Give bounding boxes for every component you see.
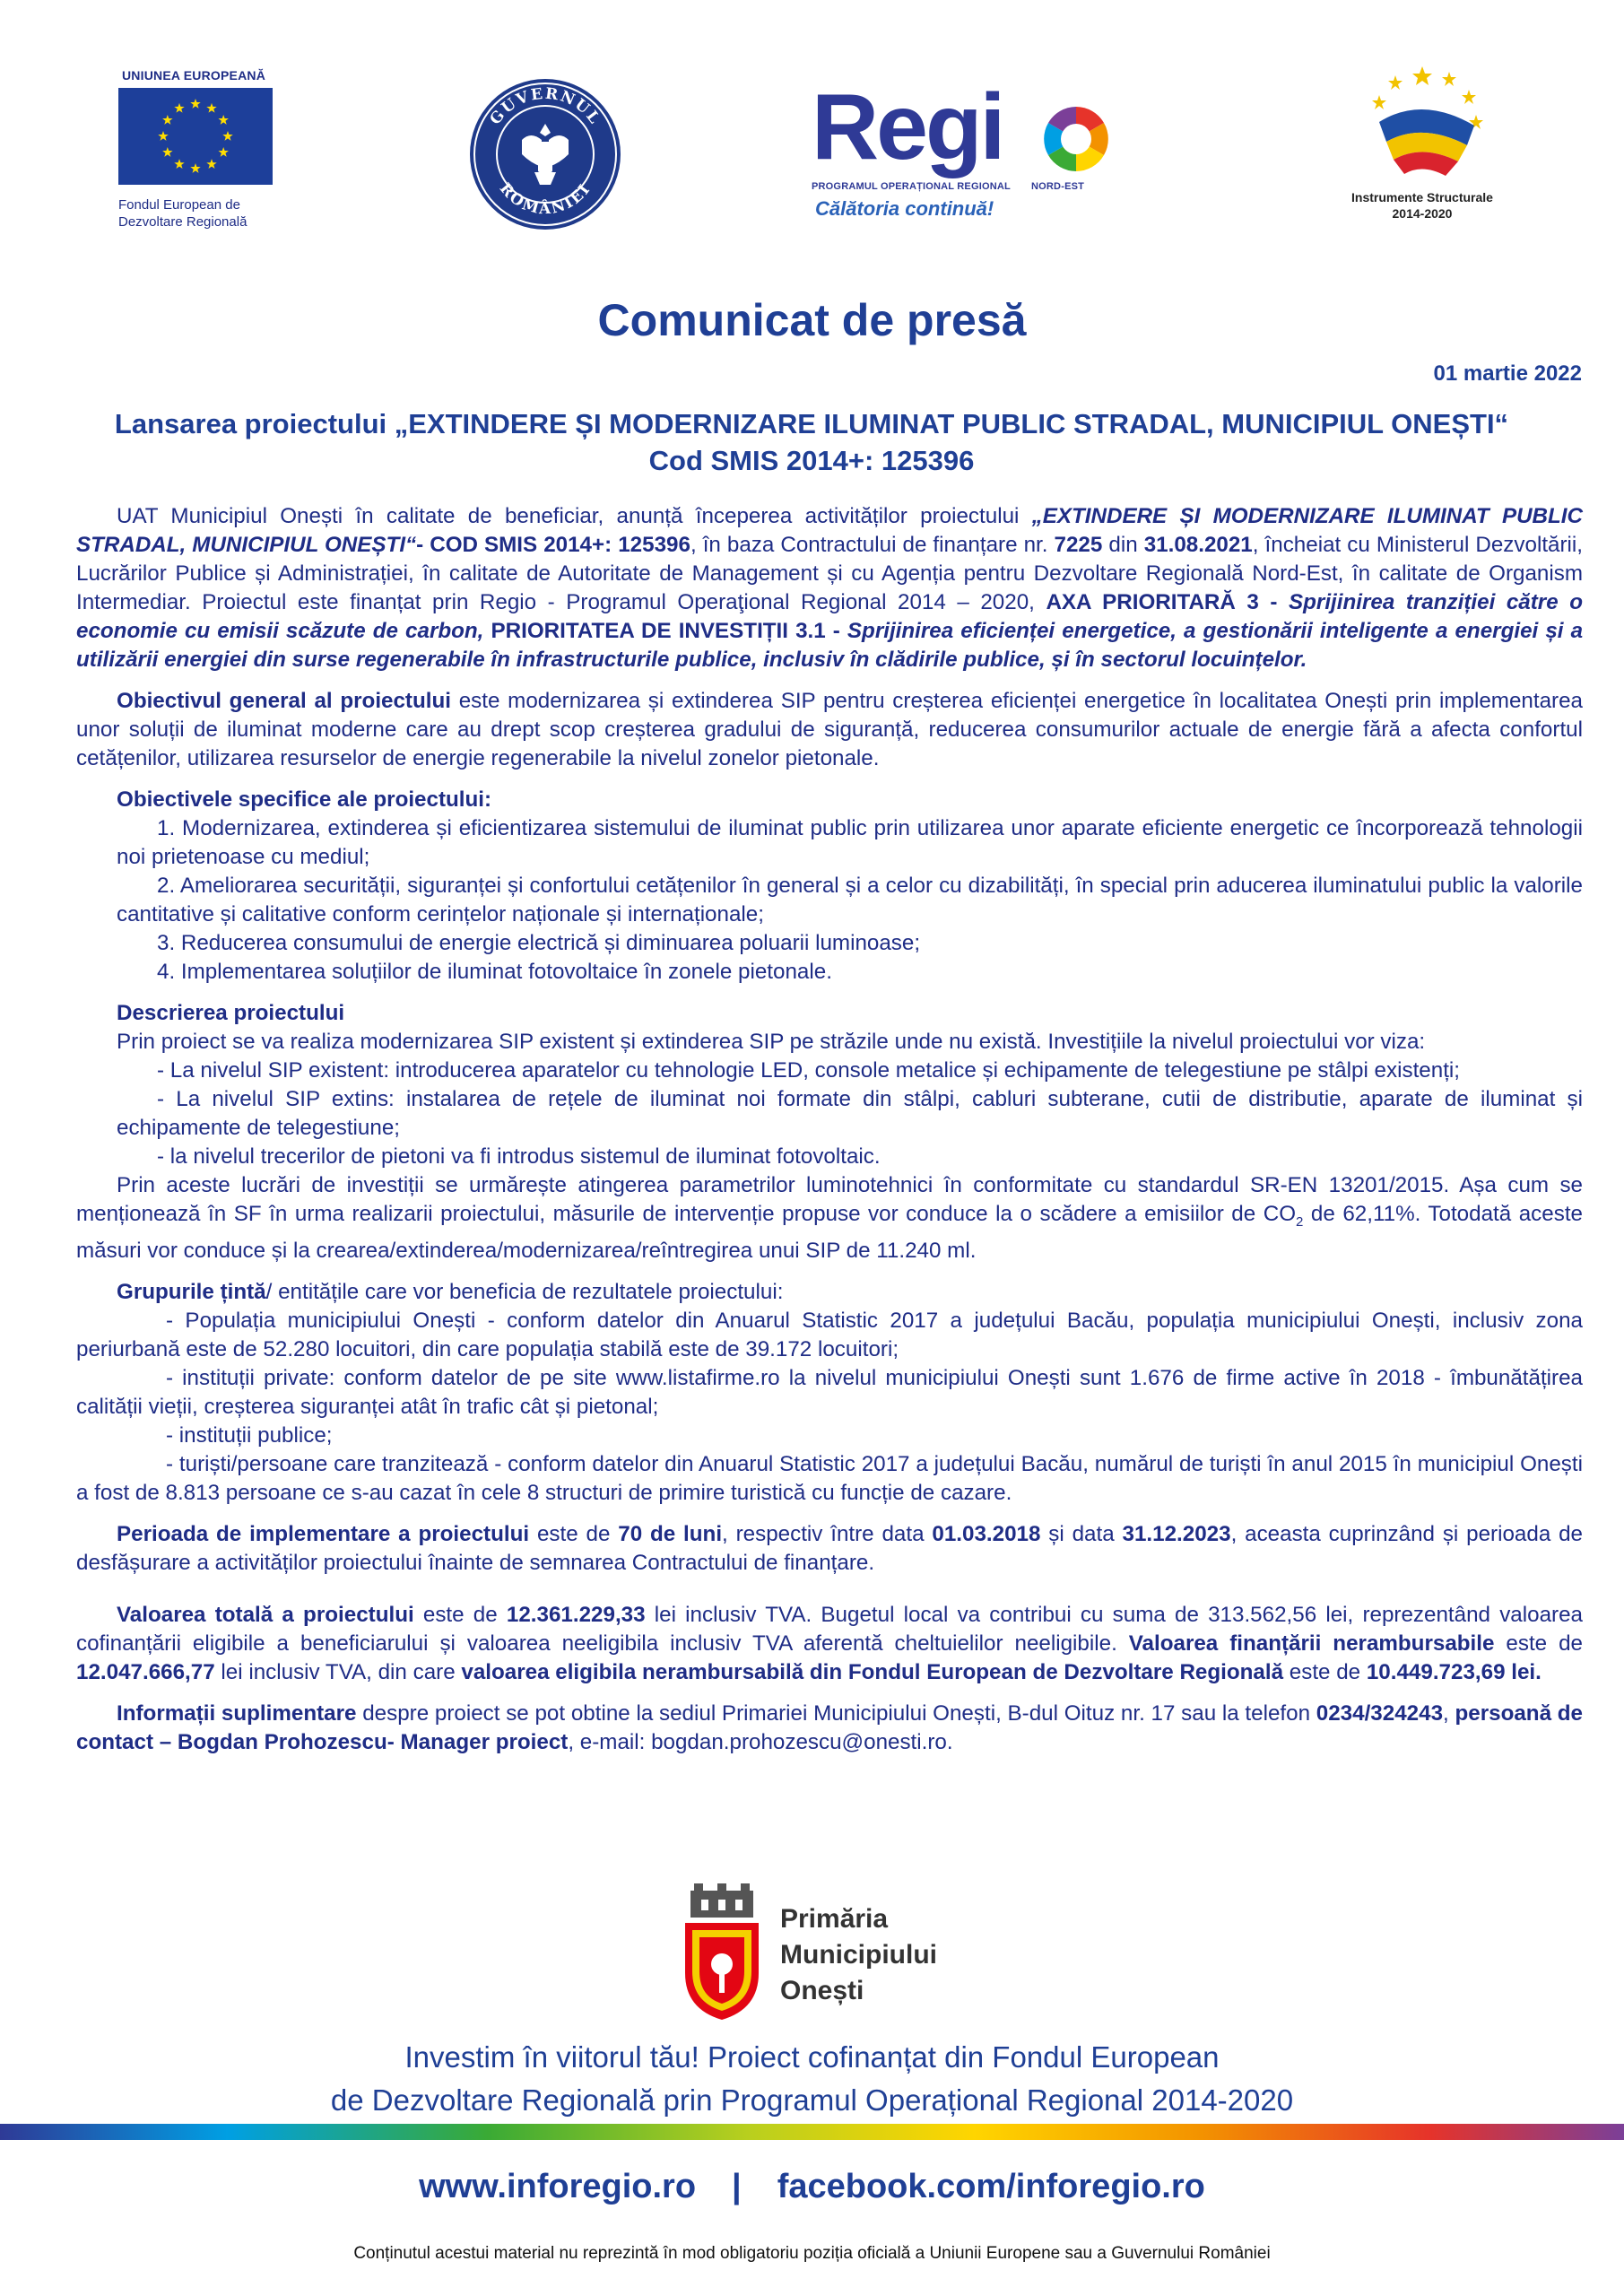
description-outro-text-2: de 62,11%. Totodată aceste măsuri vor conduce și la crearea/extinderea/modernizarea/reîntregirea unui SIP de 11.240 ml. [76,1202,1583,1263]
contact-person: persoană de contact – Bogdan Prohozescu- Manager proiect [76,1700,1583,1754]
eu-logo-fund-line-1: Fondul European de [118,197,240,213]
value-text-1: este de [413,1602,507,1627]
eu-logo [118,68,280,239]
structural-instruments-logo [1324,59,1521,239]
investment-priority: PRIORITATEA DE INVESTIȚII 3.1 - [483,619,847,643]
list-item: 1. Modernizarea, extinderea și eficientizarea sistemului de iluminat public prin utilizarea unor aparate eficiente energetic ce încorporează tehnologii noi prietenoase cu mediul; [117,816,1583,869]
erdf-eligible-label: valoarea eligibila nerambursabilă din Fondul European de Dezvoltare Regională [461,1659,1284,1684]
info-text-1: despre proiect se pot obtine la sediul Primariei Municipiului Onești, B-dul Oituz nr. 17 sau la telefon [356,1700,1316,1726]
specific-objectives-heading-text: Obiectivele specifice ale proiectului: [117,787,492,812]
project-value-paragraph [76,1601,1583,1687]
info-text-2: , [1443,1700,1455,1726]
coat-of-arms-icon [682,1883,762,2022]
municipality-name [780,1901,937,2009]
project-title-line-2: Cod SMIS 2014+: 125396 [648,445,975,476]
period-text-4: , aceasta cuprinzând și perioada de desfășurare a activităților proiectului înainte de semnarea Contractului de finanțare. [76,1521,1584,1575]
description-heading [76,999,1583,1028]
regio-program-line [812,181,1152,192]
municipality-line-1: Primăria [780,1904,889,1934]
info-label: Informații suplimentare [117,1700,357,1726]
general-objective-paragraph [76,687,1583,773]
list-item: - Populația municipiului Onești - conform datelor din Anuarul Statistic 2017 a județului Bacău, populația municipiului Onești, inclusiv zona periurbană este de 52.280 locuitori, din care populația stabilă este de 39.172 locuitori; [76,1308,1583,1361]
description-outro [76,1171,1583,1265]
color-stripe [0,2124,1624,2140]
regio-region-name: NORD-EST [1031,181,1085,192]
description-intro: Prin proiect se va realiza modernizarea SIP existent și extinderea SIP pe străzile unde nu există. Investițiile la nivelul proiectului vor viza: [117,1030,1426,1054]
value-text-3: este de [1494,1631,1583,1656]
period-text-3: și data [1040,1521,1123,1546]
total-value: 12.361.229,33 [506,1602,646,1627]
list-item: - La nivelul SIP extins: instalarea de rețele de iluminat noi formate din stâlpi, cabluri subterane, cutii de distributie, aparate de iluminat și echipamente de telegestiune; [117,1087,1583,1140]
period-label: Perioada de implementare a proiectului [117,1521,530,1546]
list-item: - turiști/persoane care tranzitează - conform datelor din Anuarul Statistic 2017 a județului Bacău, numărul de turiști în anul 2015 în municipiul Onești a fost de 8.813 persoane ce s-au cazat în cele 8 structuri de primire turistică cu funcție de cazare. [76,1451,1583,1505]
contract-details-text: , încheiat cu Ministerul Dezvoltării, Lucrărilor Publice și Administrației, în calitate de Autoritate de Management și cu Agenția pentru Dezvoltare Regională Nord-Est, în calitate de Organism Intermediar. Proiectul este finanțat prin Regio - Programul Operaţional Regional 2014 – 2020, [76,533,1584,614]
target-groups-heading [76,1278,1583,1307]
contract-number: 7225 [1054,533,1103,557]
specific-objectives-heading [76,786,1583,814]
period-text-2: , respectiv între data [722,1521,933,1546]
release-date: 01 martie 2022 [1433,361,1582,386]
funding-slogan-line-1: Investim în viitorul tău! Proiect cofinanțat din Fondul European [404,2040,1220,2074]
regio-wordmark: Regi [812,75,1003,179]
value-label: Valoarea totală a proiectului [117,1602,414,1627]
eu-flag-icon [118,88,273,185]
target-groups-heading-rest: / entitățile care vor beneficia de rezultatele proiectului: [265,1279,784,1304]
phone-number: 0234/324243 [1316,1700,1444,1726]
smis-code: - COD SMIS 2014+: 125396 [416,533,690,557]
svg-text:ROMÂNIEI: ROMÂNIEI [495,179,595,219]
inforegio-website-link[interactable]: www.inforegio.ro [419,2168,697,2205]
list-item: - instituții publice; [166,1422,333,1448]
regio-color-wheel-icon [1043,106,1109,172]
funding-slogan [0,2036,1624,2122]
nonrefundable-label: Valoarea finanțării nerambursabile [1128,1631,1495,1656]
list-item: - instituții private: conform datelor de pe site www.listafirme.ro la nivelul municipiului Onești sunt 1.676 de firme active în 2018 - îmbunătățirea calității vieții, creșterea siguranței atât în trafic cât și pietonal; [76,1365,1583,1419]
list-item: - la nivelul trecerilor de pietoni va fi introdus sistemul de iluminat fotovoltaic. [157,1144,881,1169]
nonrefundable-value: 12.047.666,77 [76,1659,215,1684]
general-objective-text: este modernizarea și extinderea SIP pentru creșterea eficienței energetice în localitatea Onești prin implementarea unor soluții de iluminat moderne care au drept scop creșterea gradului de siguranță, reducerea consumurilor actuale de energie fără a afecta confortul cetățenilor, utilizarea resurselor de energie regenerabile la nivelul zonelor pietonale. [76,689,1583,770]
eu-logo-title: UNIUNEA EUROPEANĂ [122,68,266,83]
implementation-period-paragraph [76,1520,1583,1578]
list-item: 4. Implementarea soluțiilor de iluminat fotovoltaice în zonele pietonale. [157,960,832,984]
link-separator: | [732,2168,742,2205]
regio-logo [812,75,1152,233]
contract-date: 31.08.2021 [1143,533,1253,557]
contact-email: , e-mail: bogdan.prohozescu@onesti.ro. [568,1729,953,1754]
value-text-2: lei inclusiv TVA. Bugetul local va contribui cu suma de 313.562,56 lei, reprezentând valoarea cofinanțării eligibile a beneficiarului și valoarea neeligibila inclusiv TVA aferentă cheltuielilor neeligibile. [76,1602,1583,1656]
press-release-body [76,502,1583,1757]
eu-logo-fund-line-2: Dezvoltare Regională [118,214,248,230]
additional-info-paragraph [76,1700,1583,1757]
description-outro-text: Prin aceste lucrări de investiții se urmărește atingerea parametrilor luminotehnici în conformitate cu standardul SR-EN 13201/2015. Așa cum se menționează în SF în urma realizarii proiectului, măsurile de intervenție propuse vor conduce la o scădere a emisiilor de CO [76,1173,1583,1226]
structural-instruments-line-2: 2014-2020 [1392,206,1453,221]
municipality-line-3: Onești [780,1976,864,2005]
contract-text: , în baza Contractului de finanțare nr. [690,533,1055,557]
list-item: 3. Reducerea consumului de energie electrică și diminuarea poluarii luminoase; [157,931,921,955]
priority-axis: AXA PRIORITARĂ 3 - [1046,590,1289,614]
priority-axis-description: Sprijinirea tranziției către o economie cu emisii scăzute de carbon, [76,590,1583,643]
regio-program-name: PROGRAMUL OPERAȚIONAL REGIONAL [812,181,1011,192]
facebook-link[interactable]: facebook.com/inforegio.ro [777,2168,1205,2205]
value-text-5: este de [1283,1659,1367,1684]
structural-instruments-line-1: Instrumente Structurale [1351,190,1493,204]
disclaimer: Conținutul acestui material nu reprezintă în mod obligatoriu poziția oficială a Uniunii Europene sau a Guvernului României [353,2244,1271,2263]
structural-instruments-icon [1324,59,1521,185]
period-months: 70 de luni [618,1521,723,1546]
svg-text:GUVERNUL: GUVERNUL [486,84,604,129]
co2-subscript: 2 [1296,1213,1304,1230]
list-item: - La nivelul SIP existent: introducerea aparatelor cu tehnologie LED, console metalice și echipamente de telegestiune pe stâlpi existenți; [157,1058,1461,1083]
value-text-4: lei inclusiv TVA, din care [214,1659,462,1684]
footer-links [0,2168,1624,2206]
erdf-eligible-value: 10.449.723,69 lei. [1366,1659,1541,1684]
target-groups-label: Grupurile țintă [117,1279,266,1304]
project-name-italic: „EXTINDERE ȘI MODERNIZARE ILUMINAT PUBLIC STRADAL, MUNICIPIUL ONEȘTI“ [76,504,1583,557]
government-seal-icon [468,77,622,231]
government-seal [468,77,622,231]
period-text-1: este de [529,1521,619,1546]
intro-text: UAT Municipiul Onești în calitate de beneficiar, anunță începerea activităților proiectului [117,504,1032,528]
general-objective-label: Obiectivul general al proiectului [117,689,451,713]
list-item: 2. Ameliorarea securității, siguranței și confortului cetățenilor în general și a celor cu dizabilități, în special prin aducerea iluminatului public la valorile cantitative și calitative conform cerințelor naționale și internaționale; [117,874,1583,926]
page-title: Comunicat de presă [597,295,1027,345]
onesti-crest [682,1883,762,2022]
funding-slogan-line-2: de Dezvoltare Regională prin Programul Operațional Regional 2014-2020 [330,2083,1294,2117]
regio-slogan: Călătoria continuă! [815,197,994,220]
intro-paragraph [76,502,1583,674]
contract-from-text: din [1102,533,1144,557]
period-end-date: 31.12.2023 [1122,1521,1231,1546]
project-title [54,405,1569,479]
period-start-date: 01.03.2018 [932,1521,1041,1546]
municipality-line-2: Municipiului [780,1940,937,1970]
description-heading-text: Descrierea proiectului [117,1001,345,1025]
project-title-line-1: Lansarea proiectului „EXTINDERE ȘI MODERNIZARE ILUMINAT PUBLIC STRADAL, MUNICIPIUL ONEȘTI“ [114,408,1509,439]
investment-priority-description: Sprijinirea eficienței energetice, a gestionării inteligente a energiei și a utilizării energiei din surse regenerabile în infrastructurile publice, inclusiv în clădirile publice, și în sectorul locuințelor. [76,619,1584,672]
